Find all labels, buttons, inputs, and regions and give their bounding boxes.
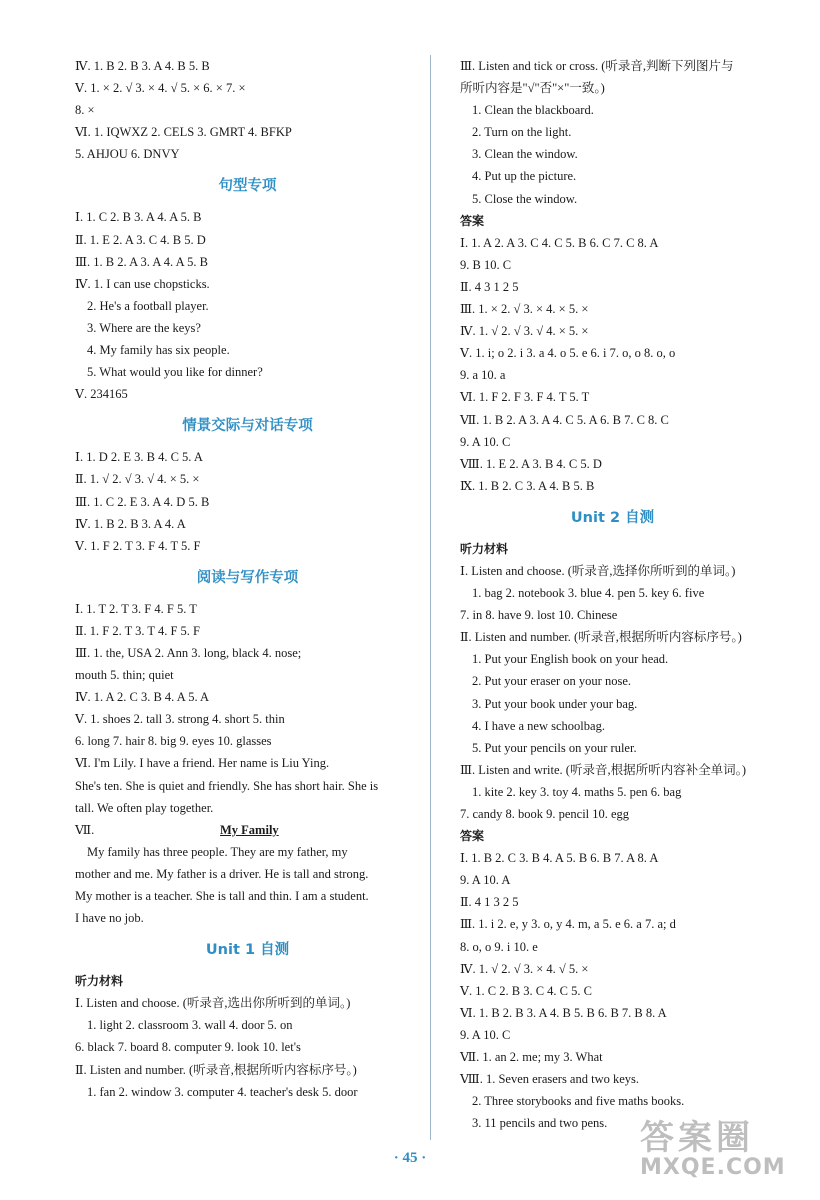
right-text-line: Ⅰ. Listen and choose. (听录音,选择你所听到的单词。) bbox=[460, 563, 736, 578]
left-text-line: Ⅱ. 1. E 2. A 3. C 4. B 5. D bbox=[75, 232, 206, 247]
right-text-line: Ⅲ. Listen and tick or cross. (听录音,判断下列图片与 bbox=[460, 59, 734, 73]
right-text-line: 2. Put your eraser on your nose. bbox=[472, 674, 631, 689]
essay-title: My Family bbox=[220, 822, 279, 837]
left-text-line: Ⅴ. 1. shoes 2. tall 3. strong 4. short 5. thin bbox=[75, 712, 285, 727]
left-text-line: Ⅲ. 1. the, USA 2. Ann 3. long, black 4. nose; bbox=[75, 645, 302, 660]
right-text-line: 9. A 10. A bbox=[460, 873, 511, 888]
right-text-line: 3. Clean the window. bbox=[472, 147, 578, 162]
right-text-line: Ⅲ. Listen and write. (听录音,根据所听内容补全单词。) bbox=[460, 762, 746, 777]
left-text-line: Ⅳ. 1. I can use chopsticks. bbox=[75, 276, 210, 291]
right-text-line: Ⅱ. 4 1 3 2 5 bbox=[460, 895, 519, 910]
section-heading: 句型专项 bbox=[218, 178, 277, 195]
section-heading: 情景交际与对话专项 bbox=[182, 418, 313, 435]
left-text-line: 6. long 7. hair 8. big 9. eyes 10. glasses bbox=[75, 734, 272, 749]
right-text-line: 9. a 10. a bbox=[460, 368, 506, 383]
right-text-line: 3. Put your book under your bag. bbox=[472, 696, 638, 711]
left-text-line: Ⅳ. 1. B 2. B 3. A 4. B 5. B bbox=[75, 59, 210, 73]
right-text-line: Ⅳ. 1. √ 2. √ 3. √ 4. × 5. × bbox=[460, 324, 589, 339]
left-text-line: 1. fan 2. window 3. computer 4. teacher's desk 5. door bbox=[87, 1084, 358, 1099]
right-text-line: 1. bag 2. notebook 3. blue 4. pen 5. key 6. five bbox=[472, 586, 705, 601]
section-heading: 阅读与写作专项 bbox=[196, 569, 299, 586]
right-text-line: 4. I have a new schoolbag. bbox=[472, 718, 605, 733]
right-text-line: 1. kite 2. key 3. toy 4. maths 5. pen 6. bag bbox=[472, 784, 682, 799]
right-text-line: Ⅷ. 1. E 2. A 3. B 4. C 5. D bbox=[460, 456, 602, 471]
right-text-line: 1. Put your English book on your head. bbox=[472, 652, 669, 667]
left-text-line: Ⅰ. Listen and choose. (听录音,选出你所听到的单词。) bbox=[75, 996, 351, 1011]
page-number: · 45 · bbox=[393, 1150, 427, 1166]
right-text-line: 2. Three storybooks and five maths books. bbox=[472, 1094, 685, 1109]
subsection-label: 答案 bbox=[460, 829, 485, 844]
watermark-logo bbox=[640, 1110, 810, 1195]
right-text-line: 9. A 10. C bbox=[460, 1027, 511, 1042]
subsection-label: 听力材料 bbox=[75, 974, 124, 989]
left-text-line: 3. Where are the keys? bbox=[87, 320, 201, 335]
right-text-line: Ⅵ. 1. B 2. B 3. A 4. B 5. B 6. B 7. B 8. A bbox=[460, 1005, 667, 1020]
right-text-line: Ⅲ. 1. × 2. √ 3. × 4. × 5. × bbox=[460, 302, 589, 317]
left-text-line: Ⅴ. 1. × 2. √ 3. × 4. √ 5. × 6. × 7. × bbox=[75, 81, 246, 96]
right-text-line: Ⅲ. 1. i 2. e, y 3. o, y 4. m, a 5. e 6. a 7. a; d bbox=[460, 917, 676, 932]
left-text-line: 4. My family has six people. bbox=[87, 343, 230, 358]
right-text-line: 9. A 10. C bbox=[460, 434, 511, 449]
left-text-line: tall. We often play together. bbox=[75, 800, 214, 815]
left-text-line: 5. What would you like for dinner? bbox=[87, 365, 263, 380]
left-text-line: I have no job. bbox=[75, 911, 144, 926]
right-text-line: Ⅸ. 1. B 2. C 3. A 4. B 5. B bbox=[460, 478, 595, 493]
left-text-line: Ⅰ. 1. T 2. T 3. F 4. F 5. T bbox=[75, 601, 197, 616]
left-text-line: Ⅵ. I'm Lily. I have a friend. Her name is Liu Ying. bbox=[75, 756, 330, 771]
right-text-line: 1. Clean the blackboard. bbox=[472, 103, 594, 118]
right-text-line: 所听内容是"√"否"×"一致。) bbox=[460, 81, 605, 96]
column-divider bbox=[430, 55, 431, 1140]
subsection-label: 听力材料 bbox=[460, 541, 509, 556]
section-heading: Unit 2 自测 bbox=[570, 509, 655, 526]
section-heading: Unit 1 自测 bbox=[205, 942, 290, 959]
right-text-line: 3. 11 pencils and two pens. bbox=[472, 1116, 608, 1131]
right-text-line: 5. Put your pencils on your ruler. bbox=[472, 740, 637, 755]
left-text-line: Ⅴ. 234165 bbox=[75, 387, 128, 402]
right-column bbox=[460, 55, 765, 1134]
left-text-line: Ⅱ. Listen and number. (听录音,根据所听内容标序号。) bbox=[75, 1062, 357, 1077]
right-text-line: 7. candy 8. book 9. pencil 10. egg bbox=[460, 807, 630, 821]
right-text-line: 4. Put up the picture. bbox=[472, 169, 577, 184]
right-text-line: Ⅴ. 1. i; o 2. i 3. a 4. o 5. e 6. i 7. o, o 8. o, o bbox=[460, 346, 676, 361]
left-text-line: My mother is a teacher. She is tall and thin. I am a student. bbox=[75, 889, 369, 903]
left-text-line: Ⅳ. 1. B 2. B 3. A 4. A bbox=[75, 516, 186, 531]
right-text-line: Ⅱ. 4 3 1 2 5 bbox=[460, 279, 519, 294]
right-text-line: Ⅴ. 1. C 2. B 3. C 4. C 5. C bbox=[460, 983, 592, 998]
left-column bbox=[75, 55, 420, 1103]
right-text-line: 9. B 10. C bbox=[460, 257, 512, 272]
left-text-line: 6. black 7. board 8. computer 9. look 10. let's bbox=[75, 1040, 301, 1055]
left-text-line: 8. × bbox=[75, 103, 95, 118]
right-text-line: Ⅵ. 1. F 2. F 3. F 4. T 5. T bbox=[460, 390, 590, 405]
right-text-line: Ⅰ. 1. A 2. A 3. C 4. C 5. B 6. C 7. C 8. A bbox=[460, 235, 659, 250]
left-text-line: Ⅴ. 1. F 2. T 3. F 4. T 5. F bbox=[75, 538, 201, 553]
question-number: Ⅶ. bbox=[75, 822, 95, 837]
watermark-bottom: MXQE.COM bbox=[640, 1155, 786, 1180]
left-text-line: Ⅱ. 1. F 2. T 3. T 4. F 5. F bbox=[75, 623, 200, 638]
right-text-line: Ⅷ. 1. Seven erasers and two keys. bbox=[460, 1072, 640, 1087]
left-text-line: 1. light 2. classroom 3. wall 4. door 5. on bbox=[87, 1018, 293, 1033]
watermark-top: 答案圈 bbox=[640, 1118, 754, 1158]
left-text-line: Ⅰ. 1. D 2. E 3. B 4. C 5. A bbox=[75, 450, 203, 465]
right-text-line: Ⅳ. 1. √ 2. √ 3. × 4. √ 5. × bbox=[460, 961, 589, 976]
essay-header-line bbox=[75, 819, 420, 841]
left-text-line: She's ten. She is quiet and friendly. She has short hair. She is bbox=[75, 778, 379, 793]
left-text-line: Ⅳ. 1. A 2. C 3. B 4. A 5. A bbox=[75, 690, 210, 705]
right-text-line: 2. Turn on the light. bbox=[472, 125, 572, 140]
right-text-line: Ⅰ. 1. B 2. C 3. B 4. A 5. B 6. B 7. A 8. A bbox=[460, 851, 659, 866]
left-text-line: My family has three people. They are my father, my bbox=[87, 844, 348, 859]
right-text-line: Ⅶ. 1. an 2. me; my 3. What bbox=[460, 1050, 603, 1065]
subsection-label: 答案 bbox=[460, 213, 485, 228]
left-text-line: Ⅵ. 1. IQWXZ 2. CELS 3. GMRT 4. BFKP bbox=[75, 125, 292, 140]
left-text-line: mother and me. My father is a driver. He is tall and strong. bbox=[75, 866, 369, 881]
left-text-line: Ⅱ. 1. √ 2. √ 3. √ 4. × 5. × bbox=[75, 472, 200, 487]
right-text-line: Ⅶ. 1. B 2. A 3. A 4. C 5. A 6. B 7. C 8. C bbox=[460, 412, 669, 427]
left-text-line: Ⅰ. 1. C 2. B 3. A 4. A 5. B bbox=[75, 210, 202, 225]
left-text-line: 5. AHJOU 6. DNVY bbox=[75, 147, 180, 162]
right-text-line: 5. Close the window. bbox=[472, 191, 578, 206]
right-text-line: 8. o, o 9. i 10. e bbox=[460, 939, 538, 954]
left-text-line: mouth 5. thin; quiet bbox=[75, 668, 174, 683]
left-text-line: Ⅲ. 1. C 2. E 3. A 4. D 5. B bbox=[75, 494, 210, 509]
left-text-line: 2. He's a football player. bbox=[87, 298, 209, 313]
right-text-line: 7. in 8. have 9. lost 10. Chinese bbox=[460, 608, 618, 623]
left-text-line: Ⅲ. 1. B 2. A 3. A 4. A 5. B bbox=[75, 254, 208, 269]
right-text-line: Ⅱ. Listen and number. (听录音,根据所听内容标序号。) bbox=[460, 630, 742, 645]
